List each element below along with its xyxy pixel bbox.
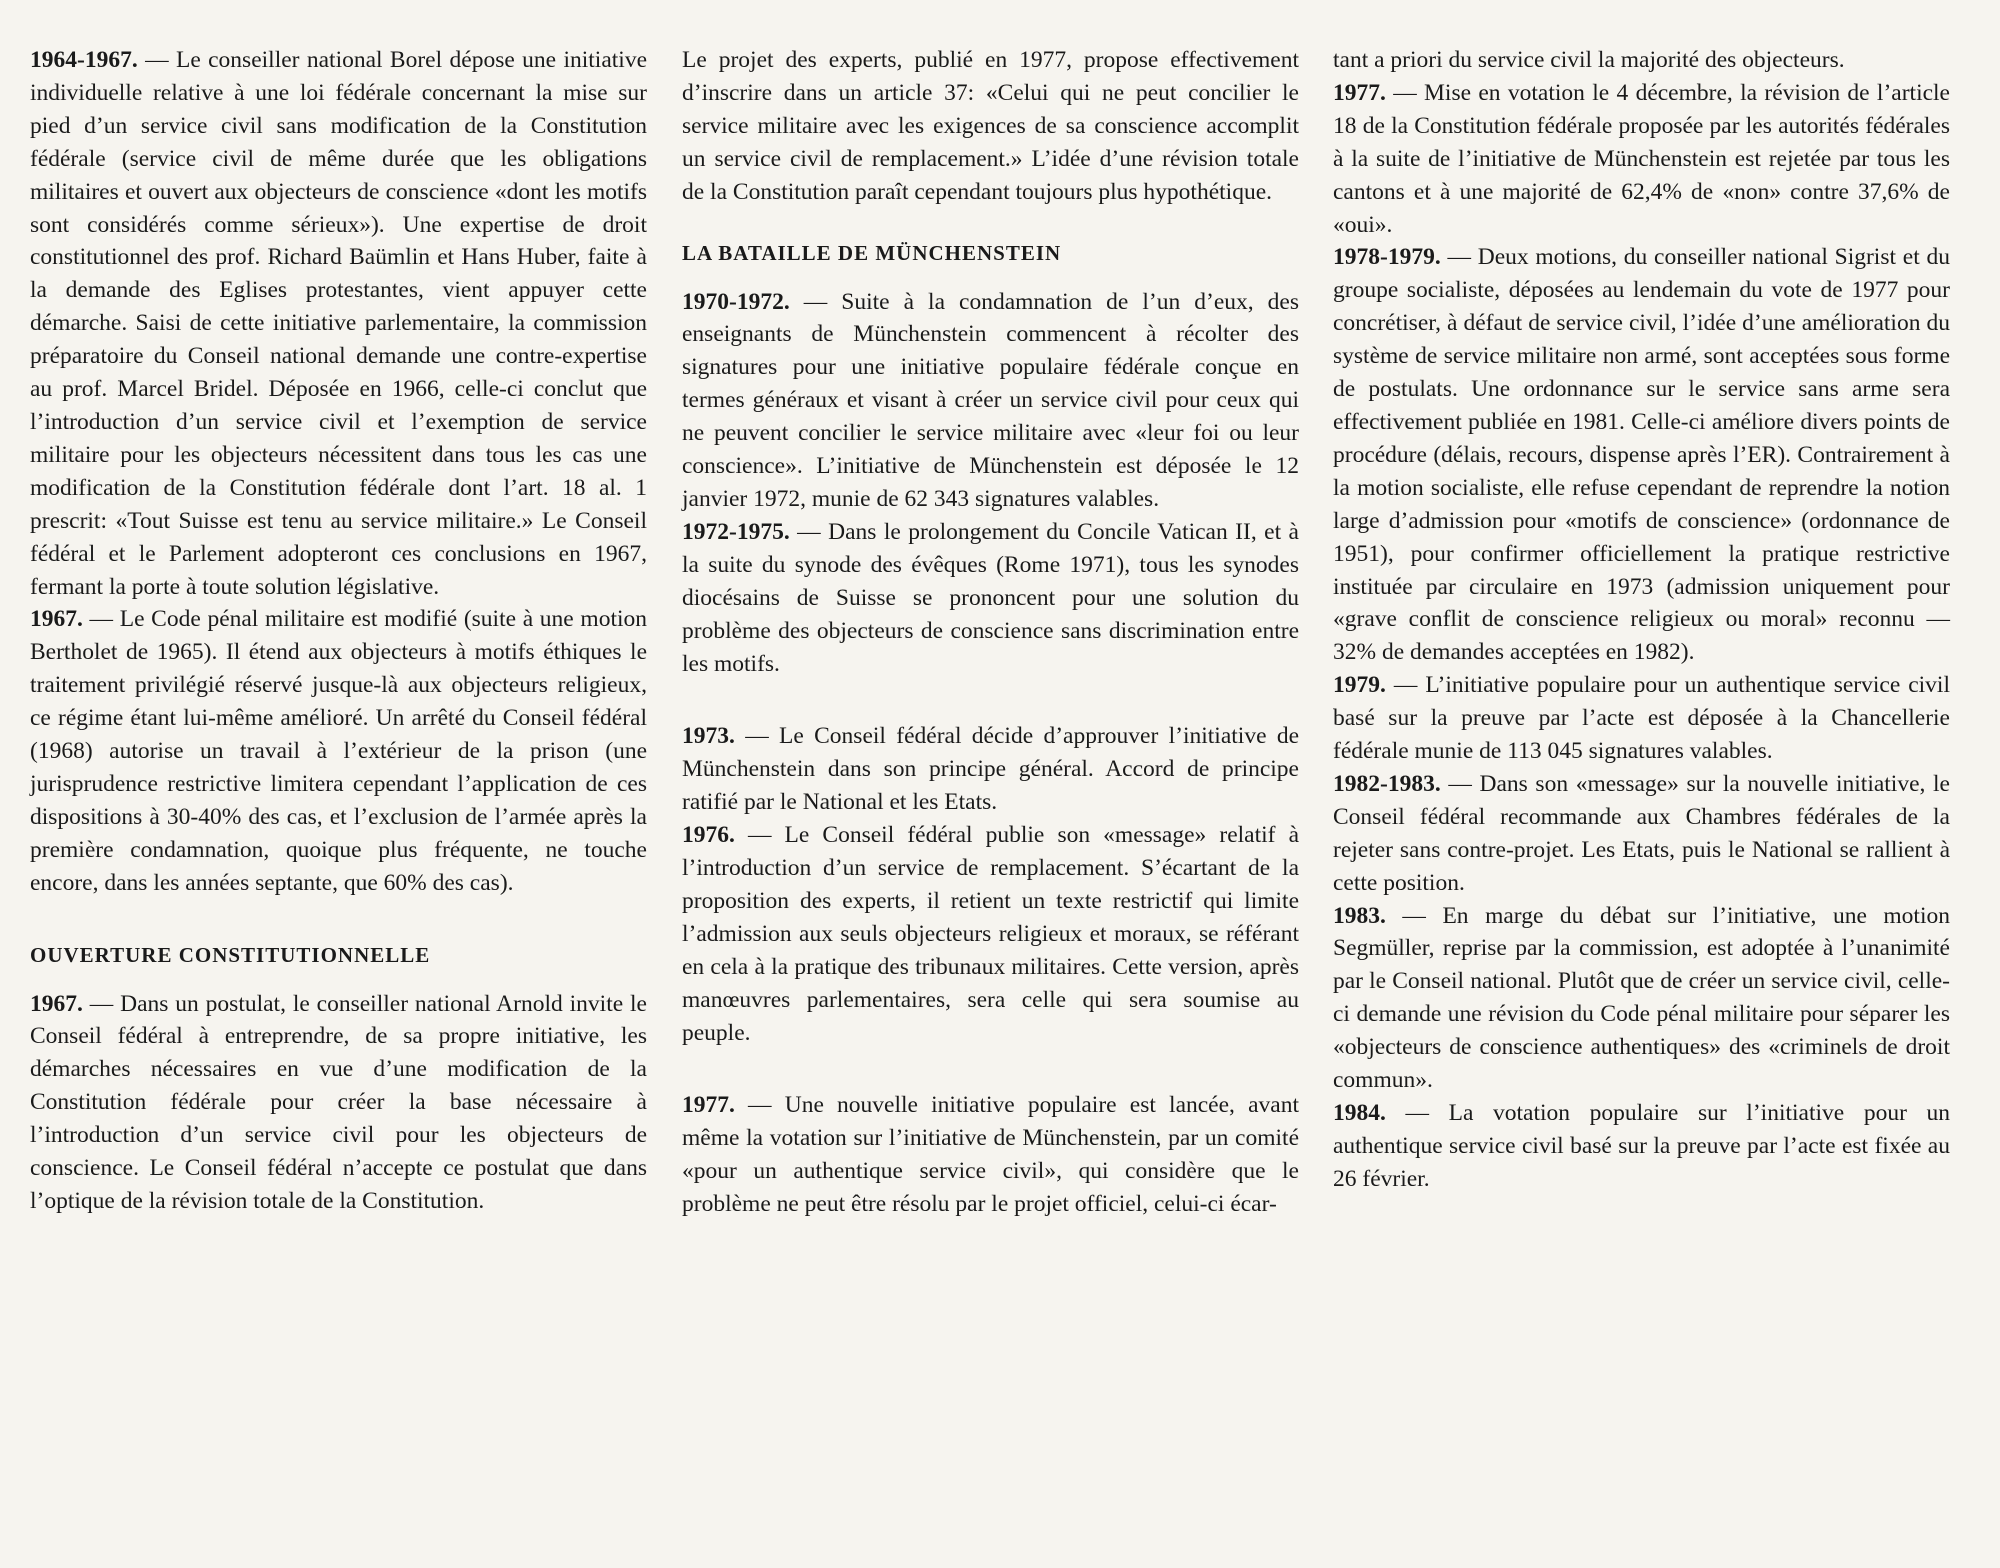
paragraph bbox=[1333, 241, 1950, 669]
paragraph-text: tant a priori du service civil la majorité des objecteurs. bbox=[1333, 47, 1845, 73]
text-column-2 bbox=[682, 44, 1299, 1221]
section-heading: OUVERTURE CONSTITUTIONNELLE bbox=[30, 942, 431, 967]
paragraph bbox=[682, 286, 1299, 516]
paragraph bbox=[682, 44, 1299, 209]
paragraph bbox=[1333, 900, 1950, 1097]
paragraph-text: — Le Conseil fédéral publie son «message» relatif à l’introduction d’un service de remplacement. S’écartant de la proposition des experts, il retient un texte restrictif qui limite l’admission aux seuls objecteurs religieux et moraux, se référant en cela à la pratique des tribunaux militaires. Cette version, après manœuvres parlementaires, sera celle qui sera soumise au peuple. bbox=[682, 822, 1299, 1046]
paragraph-text: — Dans le prolongement du Concile Vatican II, et à la suite du synode des évêques (Rome 1971), tous les synodes diocésains de Suisse se prononcent pour une solution du problème des objecteurs de conscience sans discrimination entre les motifs. bbox=[682, 518, 1299, 677]
paragraph-text: — Le Code pénal militaire est modifié (suite à une motion Bertholet de 1965). Il étend aux objecteurs à motifs éthiques le traitement privilégié réservé jusque-là aux objecteurs religieux, ce régime étant lui-même amélioré. Un arrêté du Conseil fédéral (1968) autorise un travail à l’extérieur de la prison (une jurisprudence restrictive limitera cependant l’application de ces dispositions à 30-40% des cas, et l’exclusion de l’armée après la première condamnation, quoique plus fréquente, ne touche encore, dans les années septante, que 60% des cas). bbox=[30, 606, 647, 896]
year-label: 1978-1979. bbox=[1333, 244, 1441, 271]
paragraph-text: Le projet des experts, publié en 1977, propose effectivement d’inscrire dans un article 37: «Celui qui ne peut concilier le service militaire avec les exigences de sa conscience accomplit un service civil de remplacement.» L’idée d’une révision totale de la Constitution paraît cependant toujours plus hypothétique. bbox=[682, 47, 1299, 205]
paragraph-text: — Suite à la condamnation de l’un d’eux, des enseignants de Münchenstein commencent à récolter des signatures pour une initiative populaire fédérale conçue en termes généraux et visant à créer un service civil pour ceux qui ne peuvent concilier le service militaire avec «leur foi ou leur conscience». L’initiative de Münchenstein est déposée le 12 janvier 1972, munie de 62 343 signatures valables. bbox=[682, 288, 1299, 512]
paragraph-text: — En marge du débat sur l’initiative, une motion Segmüller, reprise par la commission, est adoptée à l’unanimité par le Conseil national. Plutôt que de créer un service civil, celle-ci demande une révision du Code pénal militaire pour séparer les «objecteurs de conscience authentiques» des «criminels de droit commun». bbox=[1333, 902, 1950, 1094]
paragraph bbox=[682, 516, 1299, 681]
paragraph-text: — Dans un postulat, le conseiller national Arnold invite le Conseil fédéral à entreprendre, de sa propre initiative, les démarches nécessaires en vue d’une modification de la Constitution fédérale pour créer la base nécessaire à l’introduction d’un service civil pour les objecteurs de conscience. Le Conseil fédéral n’accepte ce postulat que dans l’optique de la révision totale de la Constitution. bbox=[30, 990, 647, 1214]
year-label: 1984. bbox=[1333, 1100, 1386, 1126]
year-label: 1967. bbox=[30, 606, 83, 633]
year-label: 1977. bbox=[1333, 79, 1386, 106]
paragraph-text: — Dans son «message» sur la nouvelle initiative, le Conseil fédéral recommande aux Chambres fédérales de la rejeter sans contre-projet. Les Etats, puis le National se rallient à cette position. bbox=[1333, 770, 1950, 896]
text-column-1 bbox=[30, 44, 647, 1218]
year-label: 1972-1975. bbox=[682, 518, 790, 545]
paragraph-text: — Une nouvelle initiative populaire est lancée, avant même la votation sur l’initiative de Münchenstein, par un comité «pour un authentique service civil», qui considère que le problème ne peut être résolu par le projet officiel, celui-ci écar- bbox=[682, 1092, 1299, 1218]
paragraph bbox=[1333, 768, 1950, 900]
paragraph-text: — Deux motions, du conseiller national Sigrist et du groupe socialiste, déposées au lendemain du vote de 1977 pour concrétiser, à défaut de service civil, l’idée d’une amélioration du système de service militaire non armé, sont acceptées sous forme de postulats. Une ordonnance sur le service sans arme sera effectivement publiée en 1981. Celle-ci améliore divers points de procédure (délais, recours, dispense après l’ER). Contrairement à la motion socialiste, elle refuse cependant de reprendre la notion large d’admission pour «motifs de conscience» (ordonnance de 1951), pour confirmer officiellement la pratique restrictive instituée par circulaire en 1973 (admission uniquement pour «grave conflit de conscience religieux ou moral» reconnu — 32% de demandes acceptées en 1982). bbox=[1333, 244, 1950, 666]
paragraph bbox=[30, 988, 647, 1218]
paragraph bbox=[682, 1089, 1299, 1221]
year-label: 1964-1967. bbox=[30, 47, 138, 73]
text-column-3 bbox=[1333, 44, 1950, 1196]
paragraph-text: — La votation populaire sur l’initiative pour un authentique service civil basé sur la preuve par l’acte est fixée au 26 février. bbox=[1333, 1100, 1950, 1192]
paragraph bbox=[30, 603, 647, 899]
paragraph bbox=[1333, 44, 1950, 77]
paragraph-text: — Mise en votation le 4 décembre, la révision de l’article 18 de la Constitution fédérale proposée par les autorités fédérales à la suite de l’initiative de Münchenstein est rejetée par tous les cantons et à une majorité de 62,4% de «non» contre 37,6% de «oui». bbox=[1333, 79, 1950, 238]
paragraph bbox=[1333, 669, 1950, 768]
year-label: 1976. bbox=[682, 822, 735, 849]
paragraph bbox=[682, 819, 1299, 1049]
paragraph bbox=[682, 720, 1299, 819]
year-label: 1970-1972. bbox=[682, 288, 790, 315]
year-label: 1977. bbox=[682, 1092, 735, 1119]
paragraph-text: — L’initiative populaire pour un authentique service civil basé sur la preuve par l’acte est déposée à la Chancellerie fédérale munie de 113 045 signatures valables. bbox=[1333, 672, 1950, 765]
paragraph-text: — Le conseiller national Borel dépose une initiative individuelle relative à une loi fédérale concernant la mise sur pied d’un service civil sans modification de la Constitution fédérale (service civil de même durée que les obligations militaires et ouvert aux objecteurs de conscience «dont les motifs sont considérés comme sérieux»). Une expertise de droit constitutionnel des prof. Richard Baümlin et Hans Huber, faite à la demande des Eglises protestantes, vient appuyer cette démarche. Saisi de cette initiative parlementaire, la commission préparatoire du Conseil national demande une contre-expertise au prof. Marcel Bridel. Déposée en 1966, celle-ci conclut que l’introduction d’un service civil et l’exemption de service militaire pour les objecteurs nécessitent dans tous les cas une modification de la Constitution fédérale dont l’art. 18 al. 1 prescrit: «Tout Suisse est tenu au service militaire.» Le Conseil fédéral et le Parlement adopteront ces conclusions en 1967, fermant la porte à toute solution législative. bbox=[30, 47, 647, 600]
year-label: 1983. bbox=[1333, 902, 1386, 929]
paragraph-text: — Le Conseil fédéral décide d’approuver l’initiative de Münchenstein dans son principe général. Accord de principe ratifié par le National et les Etats. bbox=[682, 723, 1299, 816]
year-label: 1979. bbox=[1333, 672, 1386, 699]
paragraph bbox=[1333, 1097, 1950, 1196]
year-label: 1973. bbox=[682, 723, 735, 750]
paragraph bbox=[30, 44, 647, 603]
year-label: 1967. bbox=[30, 990, 83, 1017]
paragraph bbox=[1333, 77, 1950, 242]
section-heading: LA BATAILLE DE MÜNCHENSTEIN bbox=[682, 240, 1062, 265]
year-label: 1982-1983. bbox=[1333, 770, 1441, 797]
